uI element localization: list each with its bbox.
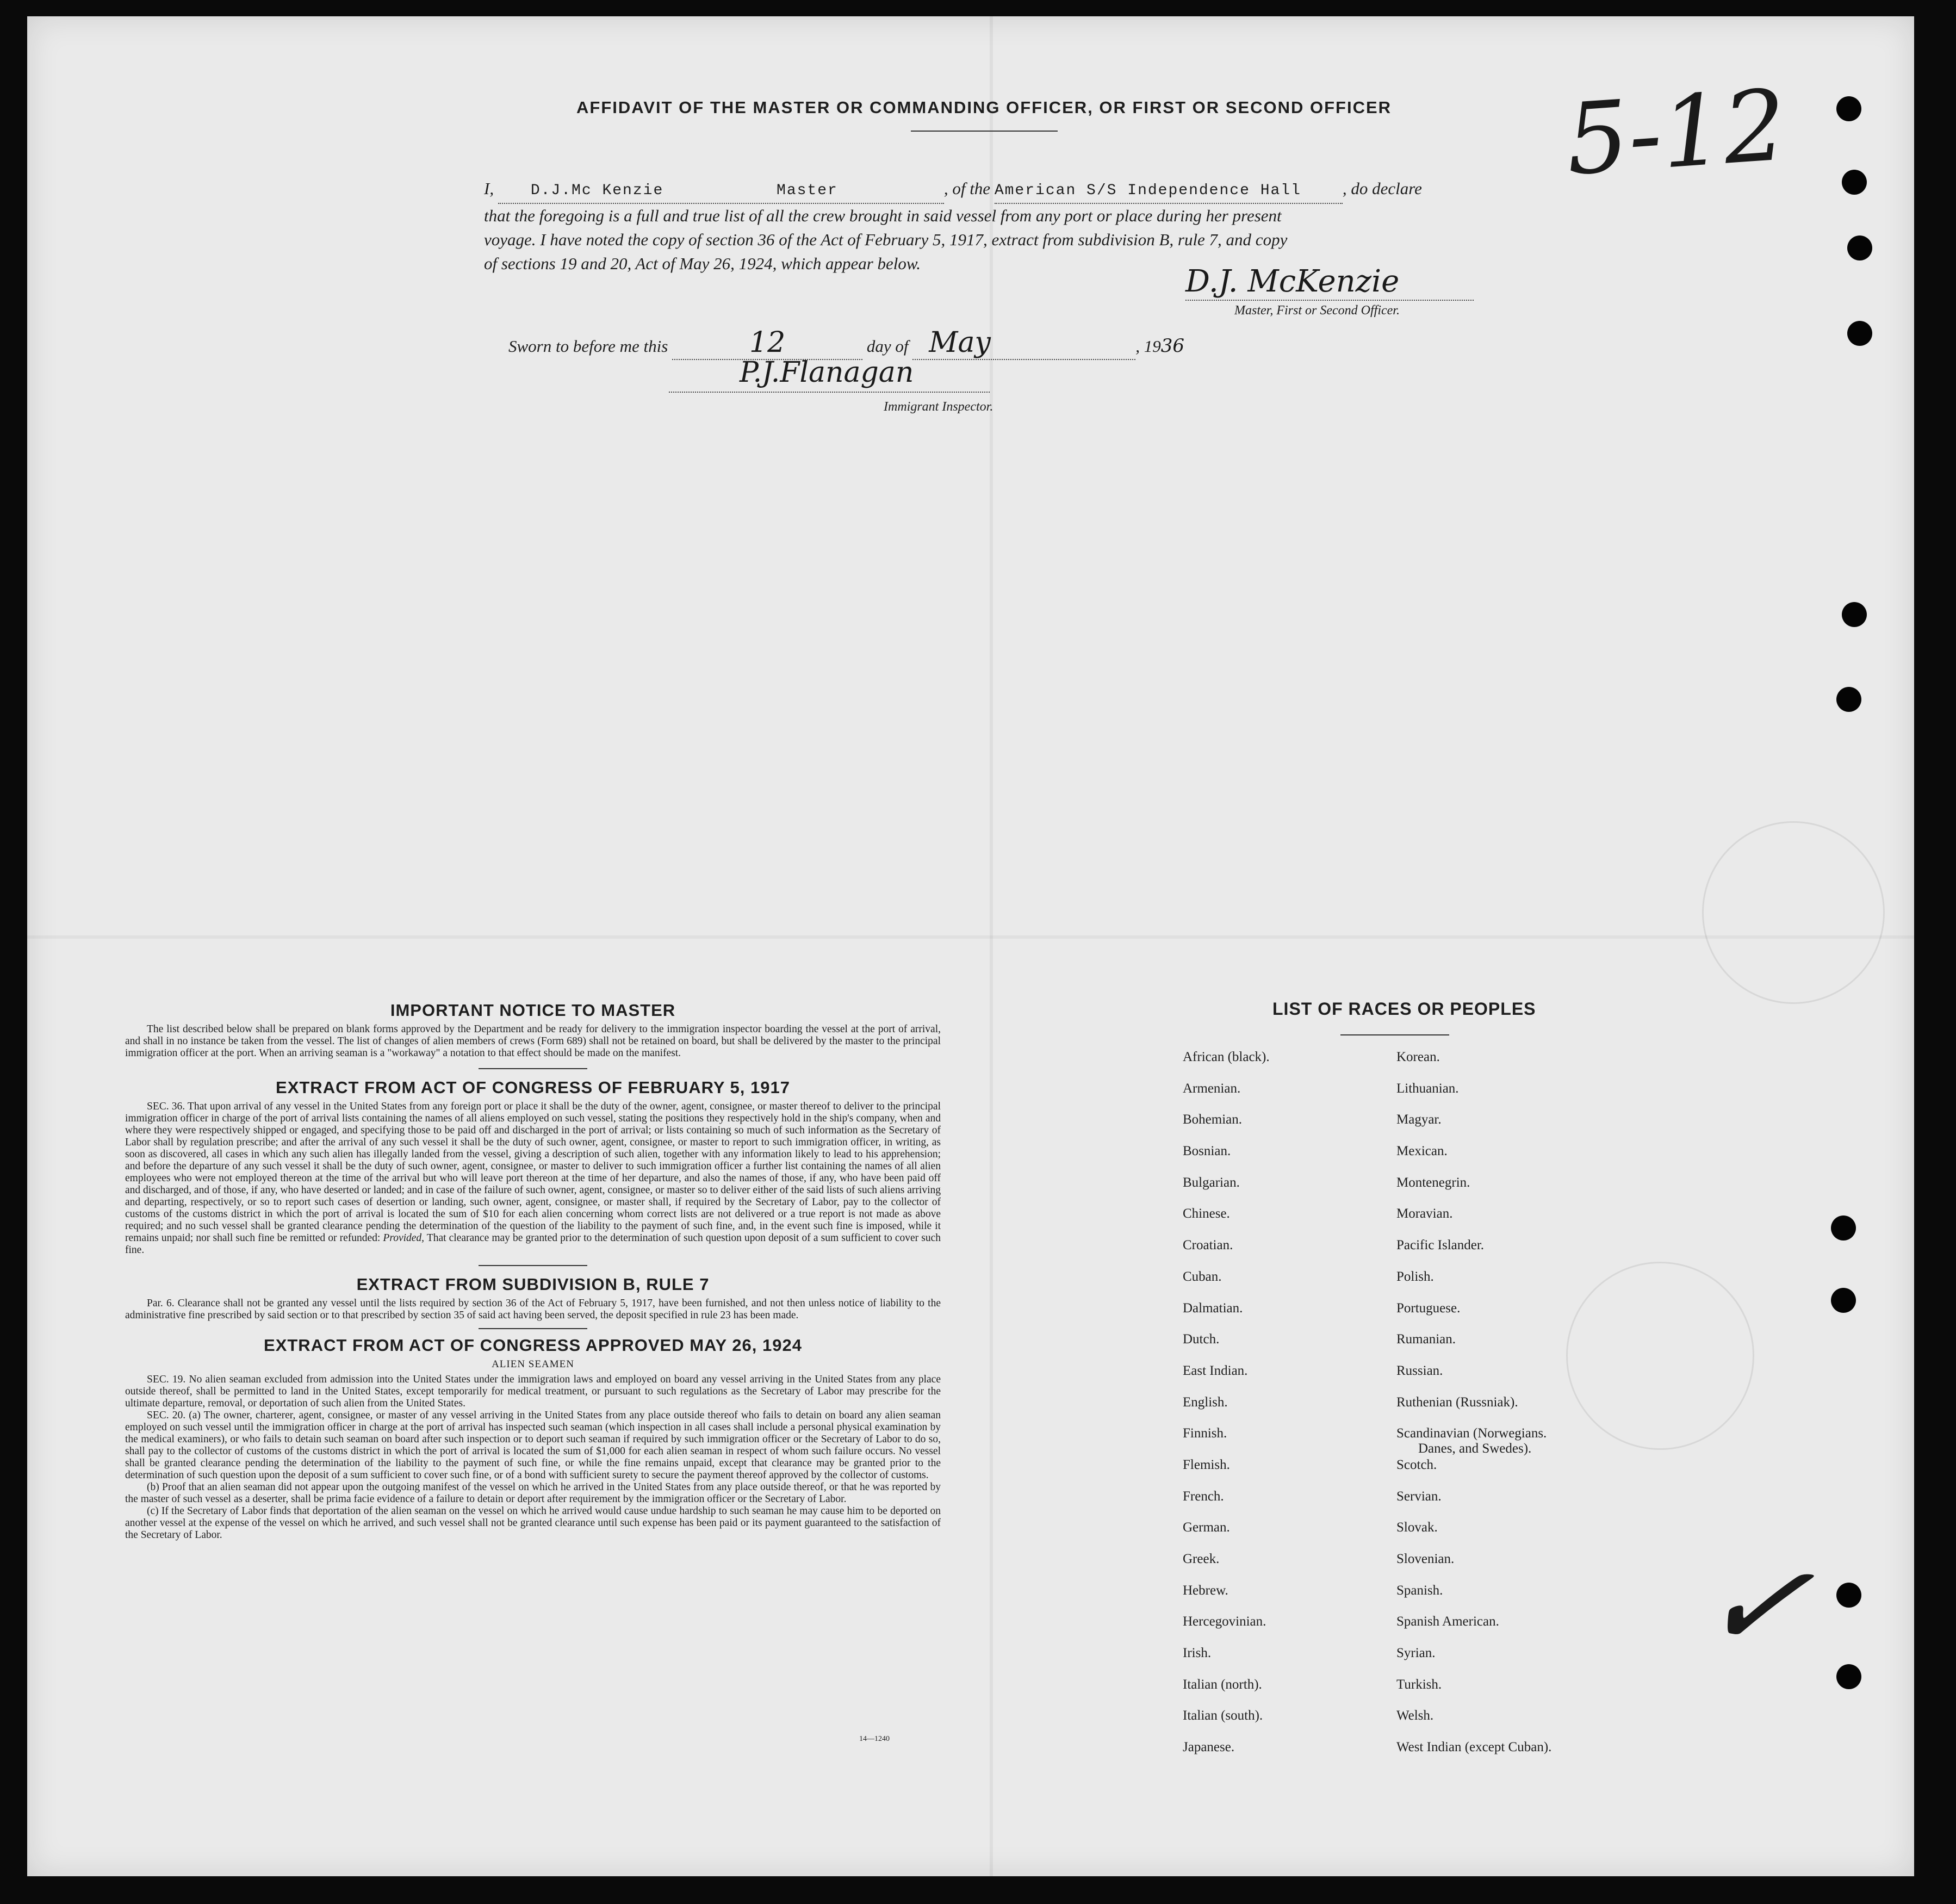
notice-body: The list described below shall be prepared on blank forms approved by the Department and be ready for delivery to the immigration inspector boarding the vessel at the port of arrival, and shall in no instance be taken from the vessel. The list of changes of alien members of crews (Form 689) shall not be retained on board, but shall be delivered by the master to the principal immigration officer at the port. When an arriving seaman is a "workaway" a notation to that effect should be made on the manifest. <box>125 1024 941 1059</box>
race-item: Mexican. <box>1396 1144 1448 1159</box>
alien-seamen-subtitle: ALIEN SEAMEN <box>492 1359 574 1370</box>
binder-hole <box>1831 1215 1856 1241</box>
binder-hole <box>1847 235 1872 261</box>
race-item: Portuguese. <box>1396 1300 1461 1316</box>
notice-title: IMPORTANT NOTICE TO MASTER <box>390 1001 676 1020</box>
binder-hole <box>1831 1288 1856 1313</box>
race-item: Moravian. <box>1396 1206 1453 1221</box>
subdivision-b-title: EXTRACT FROM SUBDIVISION B, RULE 7 <box>356 1275 710 1294</box>
race-item: Servian. <box>1396 1489 1442 1504</box>
race-item: English. <box>1183 1394 1228 1410</box>
extract-1917-rule <box>479 1265 587 1266</box>
race-item: Japanese. <box>1183 1740 1235 1755</box>
binder-hole <box>1836 1583 1861 1608</box>
sec-20b: (b) Proof that an alien seaman did not appear upon the outgoing manifest of the vessel on which he arrived in the United States from any place outside thereof, or that he was reported by the master of such vessel as a deserter, shall be prima facie evidence of a failure to detain or deport after requirement by the immigration officer or the Secretary of Labor. <box>125 1481 941 1505</box>
declare-label: , do declare <box>1342 179 1422 198</box>
races-left-column <box>1183 1050 1270 1771</box>
binder-hole <box>1836 96 1861 121</box>
race-item: Slovak. <box>1396 1520 1438 1535</box>
notice-rule <box>479 1068 587 1069</box>
sworn-label: Sworn to before me this <box>508 337 668 356</box>
race-item: Rumanian. <box>1396 1332 1456 1347</box>
binder-hole <box>1842 602 1867 627</box>
extract-1924-title: EXTRACT FROM ACT OF CONGRESS APPROVED MAY 26, 1924 <box>264 1336 802 1355</box>
affidavit-line-2: that the foregoing is a full and true list of all the crew brought in said vessel from any port or place during her present <box>484 206 1282 225</box>
race-item: Irish. <box>1183 1646 1212 1661</box>
declarant-prefix: I, <box>484 179 494 198</box>
race-item: Hercegovinian. <box>1183 1614 1266 1629</box>
day-of-label: day of <box>866 337 909 356</box>
races-right-column <box>1396 1050 1551 1771</box>
race-item: Lithuanian. <box>1396 1081 1459 1096</box>
race-item: Dutch. <box>1183 1332 1220 1347</box>
race-item: Turkish. <box>1396 1677 1442 1692</box>
race-item: Chinese. <box>1183 1206 1230 1221</box>
year-prefix: , 19 <box>1135 337 1161 356</box>
declarant-blank <box>498 177 944 204</box>
races-rule <box>1340 1034 1449 1035</box>
race-item: Syrian. <box>1396 1646 1436 1661</box>
inspector-signature: P.J.Flanagan <box>669 353 990 393</box>
race-item: Spanish. <box>1396 1583 1443 1598</box>
race-item: Hebrew. <box>1183 1583 1228 1598</box>
sworn-month: May <box>929 326 991 359</box>
races-title: LIST OF RACES OR PEOPLES <box>1272 999 1536 1019</box>
affidavit-line-3: voyage. I have noted the copy of section 36 of the Act of February 5, 1917, extract from subdivision B, rule 7, and copy <box>484 230 1288 249</box>
extract-1924-body <box>125 1374 941 1541</box>
affidavit-line-1 <box>484 177 1539 204</box>
sec-19: SEC. 19. No alien seaman excluded from admission into the United States under the immigration laws and employed on board any vessel arriving in the United States from any place outside thereof, shall be permitted to land in the United States, except temporarily for medical treatment, or pursuant to such regulations as the Secretary of Labor may prescribe for the ultimate departure, removal, or deportation of such alien from the United States. <box>125 1374 941 1409</box>
race-item: Cuban. <box>1183 1269 1222 1284</box>
binder-hole <box>1836 687 1861 712</box>
vessel-blank <box>995 177 1343 204</box>
form-number: 14—1240 <box>859 1735 890 1743</box>
corner-handwritten-mark: 5-12 <box>1562 69 1790 197</box>
race-item: Scotch. <box>1396 1457 1437 1472</box>
race-item: Armenian. <box>1183 1081 1241 1096</box>
subdivision-b-body: Par. 6. Clearance shall not be granted any vessel until the lists required by section 36 of the Act of February 5, 1917, have been furnished, and not then unless notice of liability to the administrative fine prescribed by said section or to that prescribed by section 35 of said act having been served, the deposit specified in rule 23 has been made. <box>125 1298 941 1321</box>
binder-hole <box>1842 170 1867 195</box>
sworn-day: 12 <box>749 326 786 359</box>
race-item: Italian (north). <box>1183 1677 1262 1692</box>
affidavit-title: AFFIDAVIT OF THE MASTER OR COMMANDING OFFICER, OR FIRST OR SECOND OFFICER <box>576 98 1392 117</box>
extract-1917-title: EXTRACT FROM ACT OF CONGRESS OF FEBRUARY 5, 1917 <box>276 1078 790 1097</box>
sec-36-text: SEC. 36. That upon arrival of any vessel in the United States from any foreign port or place it shall be the duty of the owner, agent, consignee, or master thereof to deliver to the principal immigration officer in charge of the port of arrival lists containing the names of all aliens employed on such vessel, stating the positions they respectively hold in the ship's company, when and where they were respectively shipped or engaged, and specifying those to be paid off and discharged in the port of arrival; or lists containing so much of such information as the Secretary of Labor shall by regulation prescribe; and after the arrival of any such vessel it shall be the duty of such owner, agent, consignee, or master to report to such immigration officer, in writing, as soon as discovered, all cases in which any such alien has illegally landed from the vessel, giving a description of such alien, together with any information likely to lead to his apprehension; and before the departure of any such vessel it shall be the duty of such owner, agent, consignee, or master to deliver to such immigration officer a further list containing the names of all alien employees who were not employed thereon at the time of the arrival but who will leave port thereon at the time of her departure, and also the names of those, if any, who have been paid off and discharged, and of those, if any, who have deserted or landed; and in case of the failure of such owner, agent, consignee, or master so to deliver either of the said lists of such aliens arriving and departing, respectively, or so to report such cases of desertion or landing, such owner, agent, consignee, or master shall, if required by the Secretary of Labor, pay to the collector of customs of the customs district in which the port of arrival is located the sum of $10 for each alien concerning whom correct lists are not delivered or a true report is not made as above required; and no such vessel shall be granted clearance pending the determination of the question of the liability to the payment of such fine, and, in the event such fine is imposed, while it remains unpaid; nor shall such fine be remitted or refunded: <box>125 1101 941 1244</box>
master-signature: D.J. McKenzie <box>1185 264 1474 301</box>
inspector-caption: Immigrant Inspector. <box>884 400 993 414</box>
race-item: Bulgarian. <box>1183 1175 1240 1190</box>
faint-round-stamp <box>1566 1262 1754 1450</box>
faint-seal-stamp <box>1702 821 1885 1004</box>
race-item: Magyar. <box>1396 1112 1442 1127</box>
race-item: Croatian. <box>1183 1238 1233 1253</box>
race-item: Scandinavian (Norwegians. <box>1396 1426 1547 1441</box>
extract-1917-body <box>125 1101 941 1256</box>
sec-20c: (c) If the Secretary of Labor finds that deportation of the alien seaman on the vessel on which he arrived would cause undue hardship to such seaman he may cause him to be deported on another vessel at the expense of the vessel on which he arrived, and such vessel shall not be granted clearance until such expense has been paid or its payment guaranteed to the satisfaction of the Secretary of Labor. <box>125 1505 941 1541</box>
of-the-label: , of the <box>943 179 991 198</box>
race-item: Dalmatian. <box>1183 1300 1243 1316</box>
affidavit-line-4: of sections 19 and 20, Act of May 26, 1924, which appear below. <box>484 254 921 273</box>
race-item: Bohemian. <box>1183 1112 1243 1127</box>
race-item: Italian (south). <box>1183 1708 1263 1723</box>
notice-column <box>125 1001 941 1545</box>
race-item: Pacific Islander. <box>1396 1238 1485 1253</box>
binder-hole <box>1836 1664 1861 1689</box>
sworn-year: 36 <box>1160 335 1184 357</box>
title-rule <box>911 131 1058 132</box>
sec-20a: SEC. 20. (a) The owner, charterer, agent, consignee, or master of any vessel arriving in the United States from any place outside thereof who fails to detain on board any alien seaman employed on such vessel until the immigration officer in charge at the port of arrival has inspected such seaman (which inspection in all cases shall include a personal physical examination by the medical examiners), or who fails to detain such seaman on board after such inspection or to deport such seaman if required by such immigration officer or the Secretary of Labor to do so, shall pay to the collector of customs of the customs district in which the port of arrival is located the sum of $1,000 for each alien seaman in respect of whom such failure occurs. No vessel shall be granted clearance pending the determination of the liability to the payment of such fine, or while the fine remains unpaid, except that clearance may be granted prior to the determination of such question upon the deposit of a sum sufficient to cover such fine, or of a bond with sufficient surety to secure the payment thereof approved by the collector of customs. <box>125 1410 941 1481</box>
proviso-word: Provided, <box>383 1232 425 1244</box>
race-item: Finnish. <box>1183 1426 1227 1441</box>
check-mark: ✓ <box>1692 1521 1822 1688</box>
master-signature-caption: Master, First or Second Officer. <box>1234 303 1400 318</box>
affidavit-body <box>484 177 1539 276</box>
race-item: East Indian. <box>1183 1363 1248 1378</box>
race-item: Polish. <box>1396 1269 1434 1284</box>
declarant-name: D.J.Mc Kenzie <box>530 182 664 199</box>
race-item: Korean. <box>1396 1050 1440 1064</box>
form-sheet <box>27 16 1914 1876</box>
race-item: African (black). <box>1183 1050 1270 1064</box>
race-item: French. <box>1183 1489 1224 1504</box>
race-item: German. <box>1183 1520 1230 1535</box>
race-item: Russian. <box>1396 1363 1443 1378</box>
race-item: Slovenian. <box>1396 1552 1455 1566</box>
horizontal-fold <box>27 935 1914 939</box>
race-item: Danes, and Swedes). <box>1418 1441 1532 1456</box>
vessel-name: American S/S Independence Hall <box>994 182 1301 199</box>
race-item: Montenegrin. <box>1396 1175 1470 1190</box>
declarant-rank: Master <box>777 182 838 199</box>
binder-hole <box>1847 321 1872 346</box>
race-item: Spanish American. <box>1396 1614 1499 1629</box>
vertical-fold <box>990 16 993 1876</box>
race-item: Flemish. <box>1183 1457 1230 1472</box>
race-item: Bosnian. <box>1183 1144 1231 1159</box>
race-item: Welsh. <box>1396 1708 1434 1723</box>
race-item: Ruthenian (Russniak). <box>1396 1394 1518 1410</box>
race-item: West Indian (except Cuban). <box>1396 1740 1552 1755</box>
race-item: Greek. <box>1183 1552 1220 1566</box>
proviso-text: That clearance may be granted prior to the determination of such question upon deposit of a sum sufficient to cover such fine. <box>125 1232 941 1256</box>
subdivision-b-rule <box>479 1328 587 1329</box>
